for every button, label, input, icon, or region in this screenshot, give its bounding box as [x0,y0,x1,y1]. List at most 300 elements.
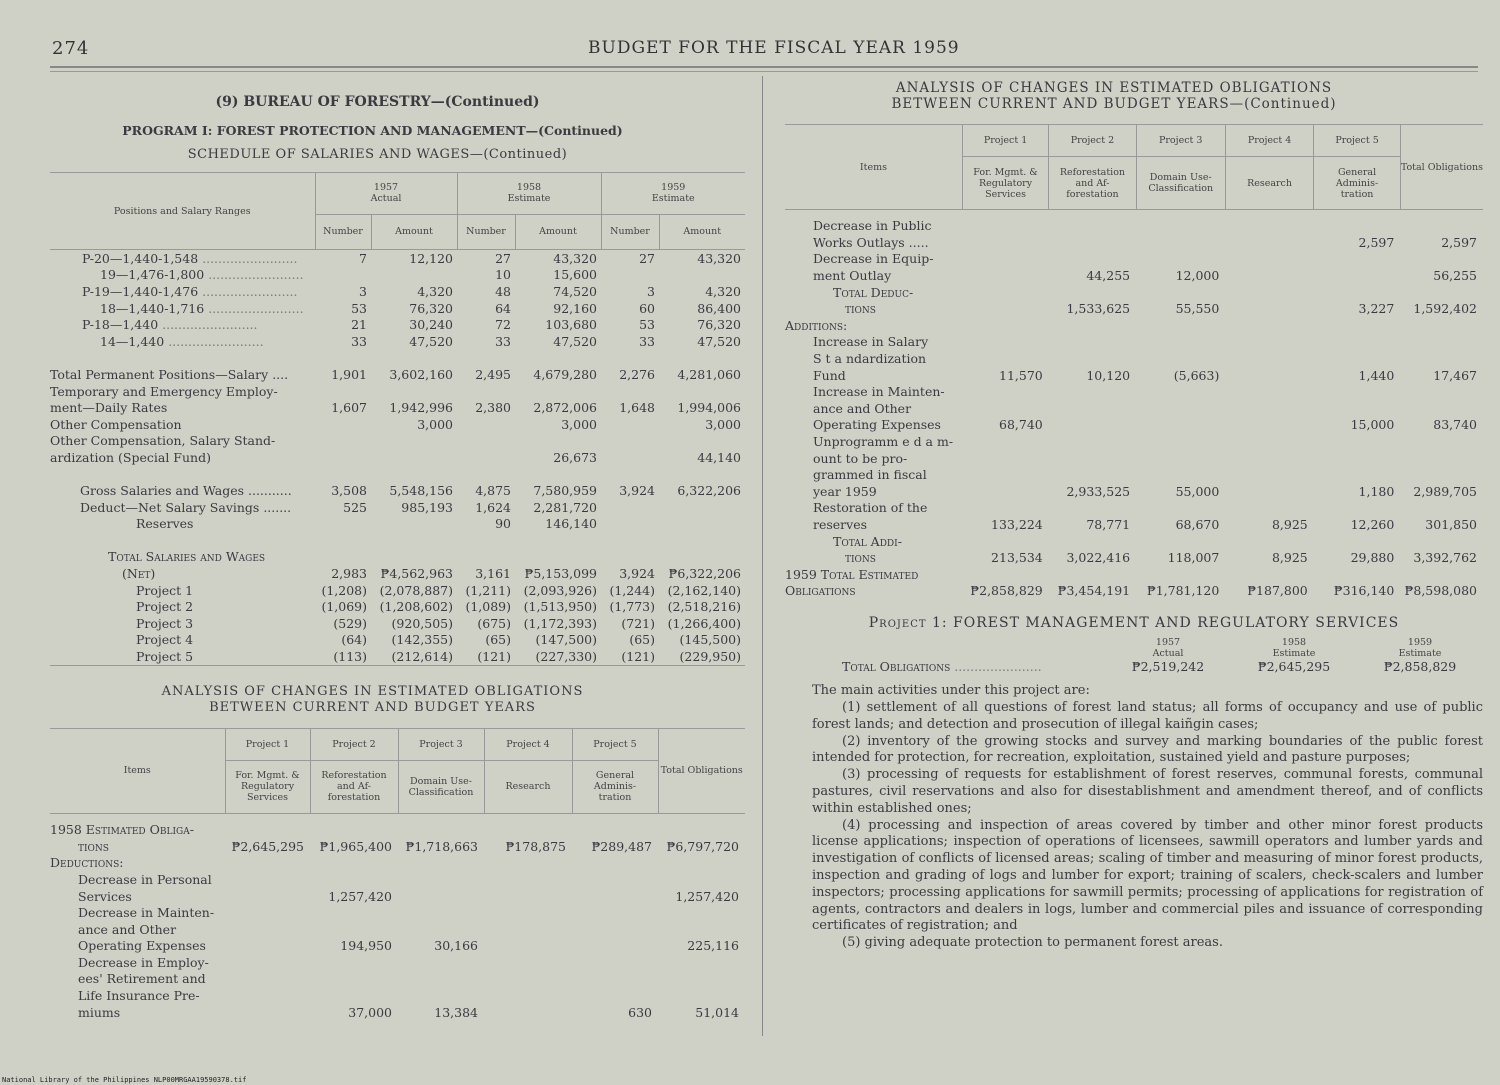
project-description: Research [484,760,572,813]
totals-cell [371,449,457,466]
project-description: For. Mgmt. & Regulatory Services [962,157,1048,210]
analysis-cell [1225,566,1313,583]
analysis-cell [1314,433,1401,450]
salary-row [50,250,745,267]
amount-header: Amount [515,214,601,249]
analysis-cell [962,251,1048,268]
salary-range-text: 18—1,440-1,716 [100,300,205,316]
analysis-cell [484,971,572,988]
analysis-row [785,400,1483,417]
analysis-row [50,871,745,888]
estimate-label-2: Estimate [651,193,695,205]
totals-cell [601,433,659,450]
analysis-cell: 1,533,625 [1066,301,1131,317]
salary-cell [659,267,745,284]
analysis-cell: ₱316,140 [1333,583,1395,599]
schedule-title: SCHEDULE OF SALARIES AND WAGES—(Continued) [187,147,568,162]
net-cell: (1,208) [321,582,367,598]
project-description: Reforestation and Af-forestation [310,760,398,813]
analysis-cell [962,400,1048,417]
obl-year: 1959 [1407,637,1433,649]
analysis-cell: 1,180 [1358,483,1395,499]
page-title: BUDGET FOR THE FISCAL YEAR 1959 [588,38,960,58]
analysis-row [785,267,1483,284]
gross-cell: 90 [495,516,511,532]
positions-header: Positions and Salary Ranges [50,173,315,250]
analysis-cell [658,954,745,971]
analysis-row-label: Decrease in Personal [78,871,212,887]
project-header: Project 5 [572,728,658,760]
analysis-row [50,1004,745,1021]
analysis-cell [1136,284,1225,301]
analysis-cell: 78,771 [1086,516,1131,532]
analysis-cell: 2,989,705 [1413,483,1477,499]
analysis-cell: ₱8,598,080 [1404,583,1477,599]
net-cell: (145,500) [679,632,741,648]
analysis-cell: 12,000 [1175,268,1220,284]
analysis-cell: 3,392,762 [1413,550,1477,566]
analysis-row-label: ount to be pro- [813,450,908,466]
salary-range-label: P-18—1,440 ........................ [82,317,258,333]
analysis-cell: ₱178,875 [505,838,566,854]
net-row [50,648,745,665]
salary-range-text: P-18—1,440 [82,317,159,333]
obl-1957-value: ₱2,519,242 [1131,659,1205,675]
net-header-row [50,549,745,566]
analysis-row-label: Increase in Salary [813,334,929,350]
year-1957-label: 1957 [373,182,399,194]
analysis-cell: 29,880 [1350,550,1395,566]
analysis-cell [398,954,484,971]
analysis-cell: 3,022,416 [1066,550,1131,566]
total-obligations-header: Total Obligations [1400,125,1483,210]
totals-cell [659,433,745,450]
net-cell: (721) [621,615,655,631]
analysis-row [785,218,1483,235]
analysis-row [785,549,1483,566]
analysis-cell: 13,384 [434,1004,478,1020]
salary-range-label: P-20—1,440-1,548 ........................ [82,250,298,266]
salary-cell: 47,520 [409,333,453,349]
salary-cell: 4,320 [705,283,741,299]
gross-cell: 3,508 [331,483,367,499]
analysis-row-label: ees' Retirement and [78,971,206,987]
analysis-cell [572,921,658,938]
analysis-row-label: Decrease in Employ- [78,954,209,970]
analysis-row [785,450,1483,467]
obl-1959-value: ₱2,858,829 [1383,659,1457,675]
analysis-row-label: ance and Other [813,400,912,416]
net-cell: (920,505) [391,615,453,631]
analysis-cell [310,987,398,1004]
analysis-cell [1049,218,1136,235]
analysis-cell [1400,383,1483,400]
items-header: Items [785,125,962,210]
totals-cell: 3,602,160 [389,366,453,382]
left-column [50,94,745,1020]
analysis-cell [1225,267,1313,284]
gross-label: Gross Salaries and Wages ........... [80,483,292,499]
salary-range-text: 19—1,476-1,800 [100,267,205,283]
obl-type: Estimate [1398,648,1442,660]
analysis-row-label: Increase in Mainten- [813,384,945,400]
salary-cell: 10 [495,267,511,283]
number-header: Number [601,214,659,249]
analysis-cell [1314,466,1401,483]
obl-year: 1957 [1155,637,1181,649]
salary-cell: 43,320 [697,250,741,266]
salary-cell: 47,520 [553,333,597,349]
salary-cell: 21 [351,317,367,333]
salary-range-text: P-20—1,440-1,548 [82,250,199,266]
net-cell: (1,773) [609,599,655,615]
analysis-cell [1225,433,1313,450]
analysis-cell: 11,570 [999,367,1043,383]
totals-row [50,383,745,400]
gross-cell: 3,924 [619,483,655,499]
analysis-cell [398,921,484,938]
activity-item: (3) processing of requests for establishment of forest reserves, communal forests, communal pastures, civil reservations and also for disestablishment and amendment thereof, and of conflicts within established ones; [812,767,1483,816]
analysis-cell: ₱2,645,295 [231,838,304,854]
salary-cell: 72 [495,317,511,333]
analysis-cell: 44,255 [1086,268,1131,284]
salary-range-label: 19—1,476-1,800 ........................ [100,267,304,283]
analysis-cell [658,904,745,921]
analysis-cell: ₱1,718,663 [405,838,478,854]
analysis-cell: 83,740 [1433,417,1477,433]
analysis-cell: 301,850 [1425,516,1477,532]
analysis-cell [1136,533,1225,550]
totals-cell [371,433,457,450]
analysis-cell [1136,350,1225,367]
analysis-cell [962,334,1048,351]
analysis-title-line-2: BETWEEN CURRENT AND BUDGET YEARS [209,699,536,715]
analysis-cell [1225,234,1313,251]
analysis-row [785,516,1483,533]
totals-label: ment—Daily Rates [50,400,168,416]
analysis-row [50,888,745,905]
analysis-row-label: tions [845,550,876,566]
analysis-cell: 56,255 [1433,268,1477,284]
analysis-row [50,971,745,988]
salary-cell: 53 [639,317,655,333]
analysis-cell: 3,227 [1358,301,1395,317]
analysis-cell: 118,007 [1167,550,1220,566]
analysis-row-label: Operating Expenses [78,938,206,954]
salary-cell: 86,400 [697,300,741,316]
totals-cell: 1,607 [331,400,367,416]
net-cell: (1,244) [609,582,655,598]
net-cell: (2,518,216) [667,599,741,615]
analysis-cell: 37,000 [348,1004,392,1020]
net-cell: ₱4,562,963 [380,566,453,582]
analysis-cell [572,855,658,872]
totals-cell [315,416,371,433]
net-row [50,598,745,615]
analysis-row [50,904,745,921]
analysis-cell [1225,383,1313,400]
analysis-cell [484,888,572,905]
analysis-cell [1136,566,1225,583]
totals-row [50,433,745,450]
net-cell: (229,950) [679,649,741,665]
analysis-row [785,417,1483,434]
analysis-cell [1136,383,1225,400]
analysis-cell: 2,597 [1358,234,1395,250]
net-cell: 3,924 [619,566,655,582]
analysis-cell [398,888,484,905]
net-cell: (675) [477,615,511,631]
analysis-cell: ₱2,858,829 [970,583,1043,599]
net-cell: ₱6,322,206 [668,566,741,582]
analysis-row-label: ment Outlay [813,268,892,284]
analysis-row [785,466,1483,483]
salary-range-label: P-19—1,440-1,476 ........................ [82,283,298,299]
year-1959-label: 1959 [661,182,686,194]
gross-cell: 4,875 [475,483,511,499]
activities-intro: The main activities under this project are: [812,683,1090,699]
net-cell: ₱5,153,099 [524,566,597,582]
totals-cell [601,383,659,400]
analysis-row [785,533,1483,550]
analysis-cell [225,938,310,955]
net-row [50,632,745,649]
gross-label: Deduct—Net Salary Savings ....... [80,499,292,515]
analysis-row-label: Additions: [785,317,848,333]
analysis-cell [1049,500,1136,517]
net-row-label: Project 3 [136,615,194,631]
gross-cell: 525 [343,499,367,515]
net-row-label: Project 2 [136,599,194,615]
amount-header: Amount [659,214,745,249]
analysis-row [50,855,745,872]
analysis-cell [1225,533,1313,550]
analysis-title-line-1: ANALYSIS OF CHANGES IN ESTIMATED OBLIGATIONS [161,683,584,699]
analysis-cell [572,871,658,888]
project-header: Project 3 [398,728,484,760]
analysis-cell: 12,260 [1350,516,1395,532]
analysis-row-label: 1959 Total Estimated [785,566,919,582]
analysis-cell [962,300,1048,317]
right-column [785,80,1483,952]
analysis-cell [658,821,745,838]
net-cell: (121) [621,649,655,665]
obl-type: Estimate [1272,648,1316,660]
analysis-row [785,300,1483,317]
analysis-cell [1314,566,1401,583]
gross-cell: 6,322,206 [677,483,741,499]
net-cell: 2,983 [331,566,367,582]
analysis-row [785,251,1483,268]
net-cell: (1,069) [321,599,367,615]
analysis-cell [1225,417,1313,434]
net-row-label: (Net) [122,566,156,582]
analysis-cell [572,971,658,988]
salary-range-text: P-19—1,440-1,476 [82,283,199,299]
net-cell: (529) [333,615,367,631]
analysis-cell: 1,440 [1358,367,1395,383]
analysis-cell [962,450,1048,467]
analysis-row-label: Life Insurance Pre- [78,988,200,1004]
analysis-row-label: Unprogramm e d a m- [813,434,954,450]
salary-range-label: 18—1,440-1,716 ........................ [100,300,304,316]
analysis-cell [1400,433,1483,450]
gross-cell [371,516,457,533]
analysis-row-label: Total Addi- [833,533,902,549]
totals-row [50,416,745,433]
analysis-cell [658,987,745,1004]
totals-label: ardization (Special Fund) [50,449,211,465]
analysis-cell [310,971,398,988]
totals-cell [515,433,601,450]
gross-row [50,482,745,499]
salary-cell: 64 [495,300,511,316]
analysis-cell [1225,466,1313,483]
analysis-cell [1049,450,1136,467]
analysis-row-label: S t a ndardization [813,351,927,367]
analysis-title-line-2: BETWEEN CURRENT AND BUDGET YEARS—(Continued) [891,96,1337,112]
analysis-cell [572,904,658,921]
analysis-cell [484,954,572,971]
project-description: Domain Use-Classification [1136,157,1225,210]
analysis-cell [1225,317,1313,334]
project-description: General Adminis-tration [1314,157,1401,210]
gross-cell [601,499,659,516]
totals-cell [315,383,371,400]
project-header: Project 1 [962,125,1048,157]
obl-1959-head [1357,637,1483,659]
estimate-label: Estimate [507,193,551,205]
project-description: Reforestation and Af-forestation [1049,157,1136,210]
analysis-cell [1049,466,1136,483]
analysis-row [50,938,745,955]
analysis-cell [1136,450,1225,467]
analysis-cell [310,954,398,971]
year-1959-header [601,173,745,215]
analysis-cell [1314,350,1401,367]
analysis-cell [484,938,572,955]
analysis-cell [1400,466,1483,483]
analysis-cell: 55,000 [1175,483,1220,499]
analysis-cell [1400,500,1483,517]
analysis-cell [398,871,484,888]
salary-row [50,267,745,284]
net-row [50,582,745,599]
salary-range-label: 14—1,440 ........................ [100,333,264,349]
analysis-cell [484,987,572,1004]
analysis-row [50,954,745,971]
project-description: Research [1225,157,1313,210]
analysis-cell: 10,120 [1086,367,1131,383]
gross-cell: 5,548,156 [389,483,453,499]
analysis-cell [225,987,310,1004]
gross-cell: 985,193 [401,499,453,515]
analysis-cell [1136,433,1225,450]
analysis-row-label: tions [845,301,876,317]
salary-cell [601,267,659,284]
analysis-title-left [0,684,745,716]
analysis-cell [310,904,398,921]
totals-label: Temporary and Emergency Employ- [50,383,278,399]
totals-cell [457,383,515,400]
number-header: Number [315,214,371,249]
salary-cell: 30,240 [409,317,453,333]
totals-cell [315,433,371,450]
salary-cell: 7 [359,250,367,266]
net-cell: (1,208,602) [379,599,453,615]
salary-range-text: 14—1,440 [100,333,165,349]
analysis-cell [658,871,745,888]
net-cell: (2,093,926) [523,582,597,598]
analysis-cell [225,855,310,872]
net-cell: (1,089) [465,599,511,615]
net-cell: (212,614) [391,649,453,665]
analysis-row [50,987,745,1004]
analysis-cell [1136,400,1225,417]
items-header: Items [50,728,225,813]
net-row-label: Project 1 [136,582,194,598]
analysis-cell: 213,534 [991,550,1043,566]
analysis-cell [1314,533,1401,550]
project-title: Project 1: FOREST MANAGEMENT AND REGULATORY SERVICES [868,615,1400,632]
analysis-cell [1136,218,1225,235]
gross-cell: 1,624 [475,499,511,515]
net-cell: (2,162,140) [667,582,741,598]
analysis-cell [484,921,572,938]
analysis-cell [1136,466,1225,483]
analysis-cell [225,888,310,905]
gross-cell [315,516,371,533]
analysis-cell: 1,257,420 [675,888,739,904]
total-obligations-text: Total Obligations [842,659,951,675]
totals-label: Other Compensation [50,416,182,432]
analysis-cell [962,466,1048,483]
analysis-row [785,500,1483,517]
analysis-row-label: grammed in fiscal [813,467,927,483]
obl-1957-head [1105,637,1231,659]
totals-cell [315,449,371,466]
activities-list [812,700,1483,952]
analysis-cell [1314,400,1401,417]
total-obligations-header: Total Obligations [658,728,745,813]
analysis-cell [484,1004,572,1021]
net-row-label: Project 4 [136,632,194,648]
analysis-cell [1136,334,1225,351]
gross-label: Reserves [136,516,194,532]
totals-cell: 26,673 [553,449,597,465]
analysis-cell [572,987,658,1004]
project-header: Project 2 [310,728,398,760]
analysis-row-label: Decrease in Equip- [813,251,934,267]
analysis-cell [1049,251,1136,268]
salary-cell: 92,160 [553,300,597,316]
analysis-cell [1049,350,1136,367]
analysis-cell [1049,334,1136,351]
salary-cell: 48 [495,283,511,299]
totals-cell: 3,000 [417,416,453,432]
totals-row [50,399,745,416]
net-cell: (227,330) [535,649,597,665]
analysis-row-label: miums [78,1004,121,1020]
analysis-cell [1400,251,1483,268]
project-description: For. Mgmt. & Regulatory Services [225,760,310,813]
bureau-title: (9) BUREAU OF FORESTRY—(Continued) [215,94,540,110]
analysis-row-label: reserves [813,516,868,532]
analysis-cell [225,821,310,838]
analysis-cell [658,971,745,988]
analysis-cell [1314,334,1401,351]
analysis-table-left [50,728,745,1021]
